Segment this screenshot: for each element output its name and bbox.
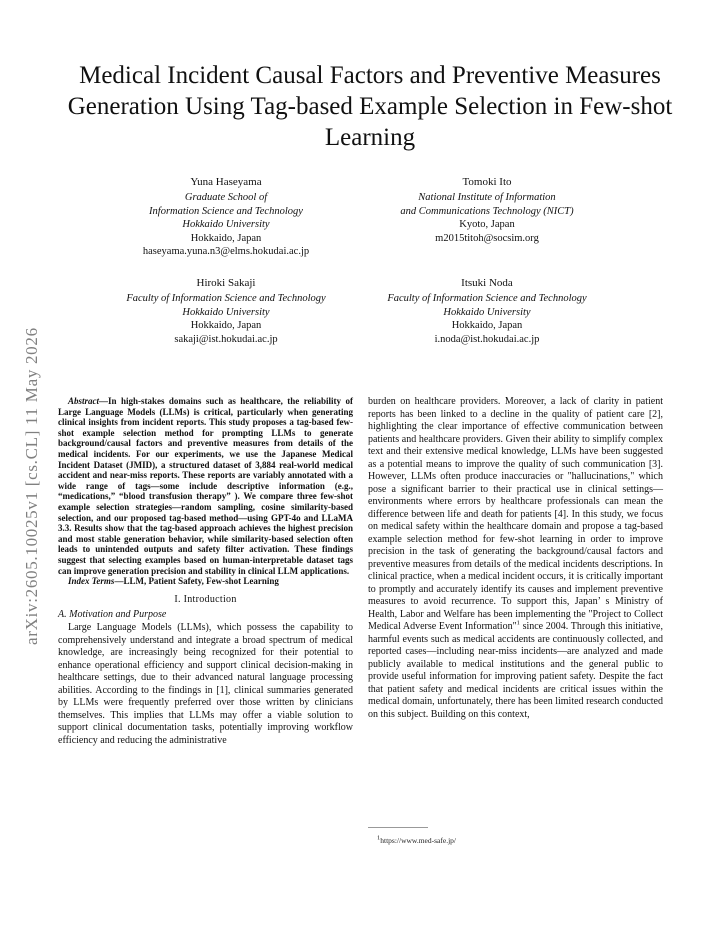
author-location: Hokkaido, Japan — [451, 320, 523, 332]
author-affiliation: Faculty of Information Science and Technology — [126, 293, 326, 305]
body-paragraph — [368, 396, 663, 721]
abstract — [58, 396, 353, 576]
paper-title: Medical Incident Causal Factors and Preventive Measures Generation Using Tag-based Example Selection in Few-shot Learning — [67, 62, 673, 151]
author-email: sakaji@ist.hokudai.ac.jp — [174, 333, 278, 345]
author-location: Kyoto, Japan — [459, 219, 515, 231]
author-email: haseyama.yuna.n3@elms.hokudai.ac.jp — [142, 246, 310, 258]
author-affiliation: Information Science and Technology — [149, 205, 303, 217]
author-affiliation: Hokkaido University — [182, 219, 270, 231]
paragraph-text: burden on healthcare providers. Moreover, a lack of clarity in patient reports has been linked to a decline in the quality of patient care [2], highlighting the clear importance of effective communication between patients and healthcare providers. Given their ability to simplify complex text and their extensive medical knowledge, LLMs have been suggested as a potential means to improve the quality of such communication [3]. However, LLMs often produce inaccuracies or "hallucinations," which pose a significant barrier to their practical use in clinical settings—environments where errors by healthcare professionals can mean the difference between life and death for patients [4]. In this study, we focus on medical safety within the healthcare domain and propose a tag-based example selection method for few-shot learning in order to improve precision in the task of generating the background/causal factors and preventive measures from details of the medical incidents descriptions. In clinical practice, when a medical incident occurs, it is critically important to promptly and accurately identify its causes and implement preventive measures to avoid recurrence. To support this, Japan’ s Ministry of Health, Labor and Welfare has been implementing the "Project to Collect Medical Adverse Event Information" — [368, 396, 663, 632]
footnote-url[interactable]: https://www.med-safe.jp/ — [380, 836, 457, 845]
abstract-text: —In high-stakes domains such as healthcare, the reliability of Large Language Models (LLMs) is critical, particularly when generating clinical insights from incident reports. This study proposes a tag-based few-shot example selection method for prompting LLMs to generate background/causal factors and preventive measures from details of the medical incidents. For our experiments, we use the Japanese Medical Incident Dataset (JMID), a structured dataset of 3,884 real-world medical accident and near-miss reports. These reports are variably annotated with a wide range of tags—some include descriptive information (e.g., “medications,” “blood transfusion therapy” ). We compare three few-shot example selection strategies—random sampling, cosine similarity-based selection, and our proposed tag-based method—using GPT-4o and LLaMA 3.3. Results show that the tag-based approach achieves the highest precision and most stable generation behavior, while similarity-based selection often leads to unintended outputs and safety filter activation. These findings suggest that selecting examples based on human-interpretable dataset tags can improve generation precision and stability in clinical LLM applications. — [58, 396, 353, 576]
right-column — [368, 396, 663, 721]
author-email: m2015titoh@socsim.org — [435, 232, 539, 244]
paragraph-text: since 2004. Through this initiative, harmful events such as medical accidents are continuously collected, and reported cases—including near-miss incidents—are analyzed and made publicly available to medical institutions and the general public to provide useful information for improving patient safety. Despite the fact that patient safety and medical incidents are critical issues within the medical domain, unfortunately, there has been limited research conducted on this subject. Building on this context, — [368, 621, 663, 720]
index-terms — [68, 576, 353, 587]
body-paragraph: Large Language Models (LLMs), which possess the capability to comprehensively understand and integrate a broad spectrum of medical knowledge, are increasingly being recognized for their potential to enhance operational efficiency and support clinical decision-making in healthcare settings, due to their advanced natural language processing abilities. According to the findings in [1], clinical summaries generated by LLMs were frequently preferred over those written by clinicians themselves. This implies that LLMs may offer a viable solution to support clinical documentation tasks, potentially improving workflow efficiency and reducing the administrative — [58, 622, 353, 746]
author-location: Hokkaido, Japan — [190, 232, 262, 244]
author-name: Yuna Haseyama — [190, 176, 262, 188]
author-name: Itsuki Noda — [461, 277, 513, 289]
footnote-number: 1 — [377, 834, 381, 842]
author-3 — [76, 277, 376, 346]
author-name: Hiroki Sakaji — [196, 277, 256, 289]
subsection-heading: A. Motivation and Purpose — [58, 608, 167, 620]
author-affiliation: Graduate School of — [184, 192, 268, 204]
author-2 — [337, 176, 637, 245]
author-name: Tomoki Ito — [462, 176, 512, 188]
index-terms-text: —LLM, Patient Safety, Few-shot Learning — [114, 576, 279, 587]
author-4 — [337, 277, 637, 346]
author-affiliation: Faculty of Information Science and Technology — [387, 293, 587, 305]
author-1 — [76, 176, 376, 258]
index-terms-lead: Index Terms — [68, 576, 115, 587]
author-affiliation: Hokkaido University — [182, 306, 270, 318]
author-affiliation: National Institute of Information — [418, 192, 556, 204]
footnote-marker: 1 — [516, 619, 520, 627]
footnote-divider — [368, 827, 428, 828]
author-affiliation: and Communications Technology (NICT) — [400, 205, 574, 217]
left-column — [58, 396, 353, 747]
author-email: i.noda@ist.hokudai.ac.jp — [434, 333, 540, 345]
section-heading: I. Introduction — [174, 594, 237, 606]
footnote — [377, 836, 456, 845]
author-affiliation: Hokkaido University — [443, 306, 531, 318]
abstract-lead: Abstract — [68, 396, 100, 406]
author-location: Hokkaido, Japan — [190, 320, 262, 332]
arxiv-stamp: arXiv:2605.10025v1 [cs.CL] 11 May 2026 — [22, 327, 41, 645]
